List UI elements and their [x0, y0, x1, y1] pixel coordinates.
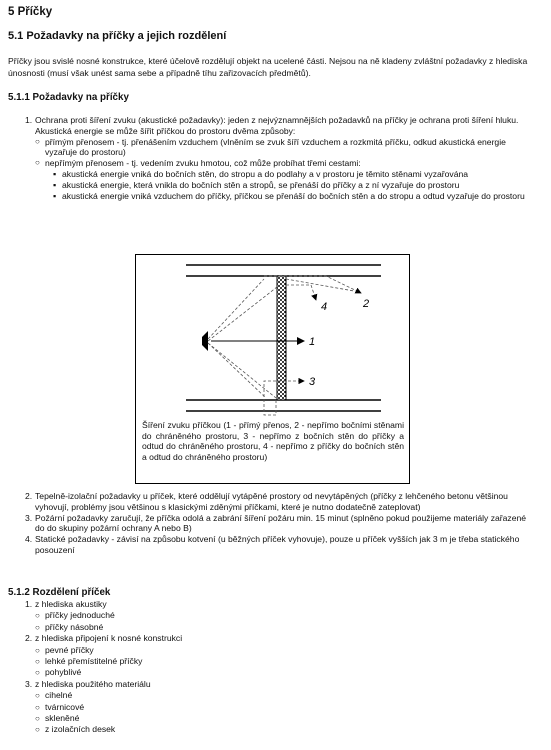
class-item-text: lehké přemístitelné příčky [45, 656, 143, 667]
circle-bullet-icon: ○ [35, 158, 40, 168]
requirements-list-continued [25, 491, 535, 556]
class-title: z hlediska připojení k nosné konstrukci [35, 633, 183, 644]
transfer-direct [25, 137, 535, 159]
circle-bullet-icon: ○ [35, 622, 40, 632]
class-group-acoustics [25, 599, 325, 610]
path-label-4: 4 [321, 301, 328, 313]
circle-bullet-icon: ○ [35, 668, 40, 678]
requirement-number: 1. [25, 115, 33, 125]
requirement-item-acoustic [25, 115, 535, 137]
indirect-path [25, 191, 535, 202]
transfer-direct-text: přímým přenosem - tj. přenášením vzduchem (vlněním se zvuk šíří vzduchem a rozkmitá příčku, odkud akustická energie vyzařuje do prostoru) [45, 136, 506, 158]
sound-source-icon [202, 331, 208, 351]
subsection-heading-classification: 5.1.2 Rozdělení příček [8, 587, 111, 598]
subsection-heading-requirements: 5.1.1 Požadavky na příčky [8, 92, 129, 103]
square-bullet-icon: ▪ [53, 179, 57, 190]
class-item-text: příčky násobné [45, 621, 104, 632]
requirement-text: Ochrana proti šíření zvuku (akustické požadavky): jeden z nejvýznamnějších požadavků na příčky je ochrana proti šíření hluku. Akustická energie se může šířit příčkou do prostoru dvěma způsoby: [35, 115, 519, 136]
requirement-text: Tepelně-izolační požadavky u příček, které oddělují vytápěné prostory od nevytápěných (příčky z lehčeného betonu většinou vyhovují, problémy jsou většinou s klasickými zděnými příčkami, které je nutno dodatečně zateplovat) [35, 491, 508, 512]
requirement-text: Statické požadavky - závisí na způsobu kotvení (u běžných příček vyhovuje), pouze u příček vyšších jak 3 m je třeba statického posouzení [35, 534, 520, 555]
class-item [25, 656, 325, 667]
indirect-path-text: akustická energie vniká do bočních stěn, do stropu a do podlahy a v prostoru je těmito stěnami vyzařována [62, 168, 469, 179]
transfer-indirect [25, 158, 535, 169]
circle-bullet-icon: ○ [35, 714, 40, 724]
requirement-number: 4. [25, 534, 33, 545]
requirement-item-fire [25, 513, 535, 535]
class-title: z hlediska použitého materiálu [35, 678, 151, 689]
classification-list [25, 599, 325, 736]
class-title: z hlediska akustiky [35, 599, 107, 609]
circle-bullet-icon: ○ [35, 702, 40, 712]
circle-bullet-icon: ○ [35, 691, 40, 701]
figure-caption: Šíření zvuku příčkou (1 - přímý přenos, 2 - nepřímo bočními stěnami do chráněného prostoru, 3 - nepřímo z bočních stěn do příčky a odtud do chráněného prostoru, 4 - nepřímo z příčky do bočních stěn a odtud do chráněného prostoru) [142, 420, 404, 462]
circle-bullet-icon: ○ [35, 645, 40, 655]
class-item [25, 610, 325, 621]
class-item-text: pevné příčky [45, 644, 94, 655]
class-item [25, 645, 325, 656]
class-item-text: cihelné [45, 690, 73, 701]
transfer-indirect-text: nepřímým přenosem - tj. vedením zvuku hmotou, což může probíhat třemi cestami: [45, 158, 361, 169]
class-item [25, 724, 325, 735]
chapter-heading: 5 Příčky [8, 6, 53, 18]
requirements-list [25, 115, 535, 201]
circle-bullet-icon: ○ [35, 725, 40, 735]
path-label-1: 1 [309, 336, 316, 348]
class-group-material [25, 679, 325, 690]
requirement-number: 2. [25, 491, 33, 501]
class-item-text: skleněné [45, 713, 80, 724]
section-heading: 5.1 Požadavky na příčky a jejich rozdělení [8, 30, 227, 42]
requirement-item-thermal [25, 491, 535, 513]
indirect-path-text: akustická energie, která vnikla do bočních stěn a stropů, se přenáší do příčky a z ní vyzařuje do prostoru [62, 179, 460, 190]
class-item-text: pohyblivé [45, 667, 82, 678]
class-item [25, 622, 325, 633]
indirect-path [25, 180, 535, 191]
sound-transfer-figure [135, 254, 410, 484]
class-item [25, 667, 325, 678]
square-bullet-icon: ▪ [53, 190, 57, 201]
circle-bullet-icon: ○ [35, 136, 40, 146]
class-item-text: z izolačních desek [45, 724, 116, 735]
requirement-number: 3. [25, 512, 33, 523]
intro-paragraph: Příčky jsou svislé nosné konstrukce, které účelově rozdělují objekt na ucelené části. Nejsou na ně kladeny zvláštní požadavky z hlediska únosnosti (musí však unést sama sebe a případně tíhu zařizovacích předmětů). [8, 56, 528, 78]
class-number: 1. [25, 599, 33, 609]
circle-bullet-icon: ○ [35, 611, 40, 621]
class-item [25, 702, 325, 713]
square-bullet-icon: ▪ [53, 168, 57, 179]
class-item [25, 713, 325, 724]
indirect-path [25, 169, 535, 180]
class-number: 3. [25, 678, 33, 689]
path-label-3: 3 [309, 376, 316, 388]
class-group-attachment [25, 633, 325, 644]
class-number: 2. [25, 633, 33, 644]
path-4-arrow [286, 285, 316, 300]
path-label-2: 2 [363, 298, 370, 310]
class-item-text: tvárnicové [45, 701, 85, 712]
class-item-text: příčky jednoduché [45, 610, 115, 621]
requirement-item-static [25, 534, 535, 556]
class-item [25, 690, 325, 701]
indirect-path-text: akustická energie vniká vzduchem do příčky, příčkou se přenáší do bočních stěn a do stropu a odtud vyzařuje do prostoru [62, 190, 525, 201]
requirement-text: Požární požadavky zaručují, že příčka odolá a zabrání šíření požáru min. 15 minut (splněno pokud použijeme materiály zařazené do do skupiny požární ochrany A nebo B) [35, 512, 527, 534]
circle-bullet-icon: ○ [35, 657, 40, 667]
